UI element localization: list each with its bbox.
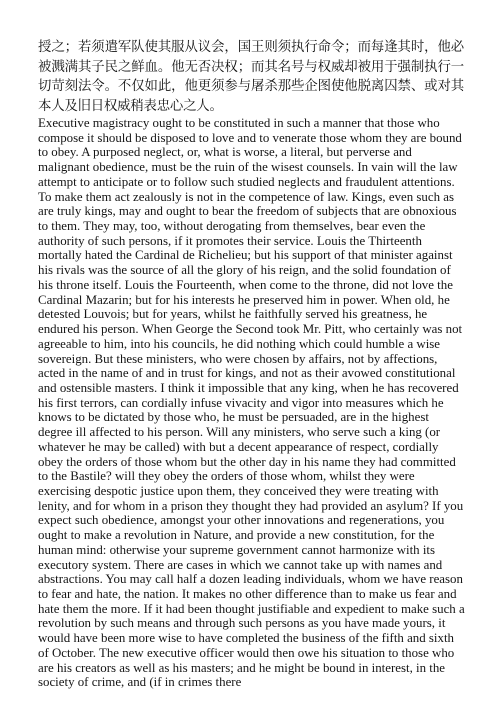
english-paragraph: Executive magistracy ought to be constituted in such a manner that those who compose it should be disposed to love and to venerate those whom they are bound to obey. A purposed neglect, or, what is worse, a literal, but perverse and malignant obedience, must be the ruin of the wisest counsels. In vain will the law attempt to anticipate or to follow such studied neglects and fraudulent attentions. To make them act zealously is not in the competence of law. Kings, even such as are truly kings, may and ought to bear the freedom of subjects that are obnoxious to them. They may, too, without derogating from themselves, bear even the authority of such persons, if it promotes their service. Louis the Thirteenth mortally hated the Cardinal de Richelieu; but his support of that minister against his rivals was the source of all the glory of his reign, and the solid foundation of his throne itself. Louis the Fourteenth, when come to the throne, did not love the Cardinal Mazarin; but for his interests he preserved him in power. When old, he detested Louvois; but for years, whilst he faithfully served his greatness, he endured his person. When George the Second took Mr. Pitt, who certainly was not agreeable to him, into his councils, he did nothing which could humble a wise sovereign. But these ministers, who were chosen by affairs, not by affections, acted in the name of and in trust for kings, and not as their avowed constitutional and ostensible masters. I think it impossible that any king, when he has recovered his first terrors, can cordially infuse vivacity and vigor into measures which he knows to be dictated by those who, he must be persuaded, are in the highest degree ill affected to his person. Will any ministers, who serve such a king (or whatever he may be called) with but a decent appearance of respect, cordially obey the orders of those whom but the other day in his name they had committed to the Bastile? will they obey the orders of those whom, whilst they were exercising despotic justice upon them, they conceived they were treating with lenity, and for whom in a prison they thought they had provided an asylum? If you expect such obedience, amongst your other innovations and regenerations, you ought to make a revolution in Nature, and provide a new constitution, for the human mind: otherwise your supreme government cannot harmonize with its executory system. There are cases in which we cannot take up with names and abstractions. You may call half a dozen leading individuals, whom we have reason to fear and hate, the nation. It makes no other difference than to make us fear and hate them the more. If it had been thought justifiable and expedient to make such a revolution by such means and through such persons as you have made yours, it would have been more wise to have completed the business of the fifth and sixth of October. The new executive officer would then owe his situation to those who are his creators as well as his masters; and he might be bound in interest, in the society of crime, and (if in crimes there	[38, 116, 465, 690]
chinese-paragraph: 授之；若须遣军队使其服从议会，国王则须执行命令；而每逢其时，他必被溅满其子民之鲜血。他无否决权；而其名号与权威却被用于强制执行一切苛刻法令。不仅如此，他更须参与屠杀那些企图使他脱离囚禁、或对其本人及旧日权威稍表忠心之人。	[38, 40, 464, 114]
